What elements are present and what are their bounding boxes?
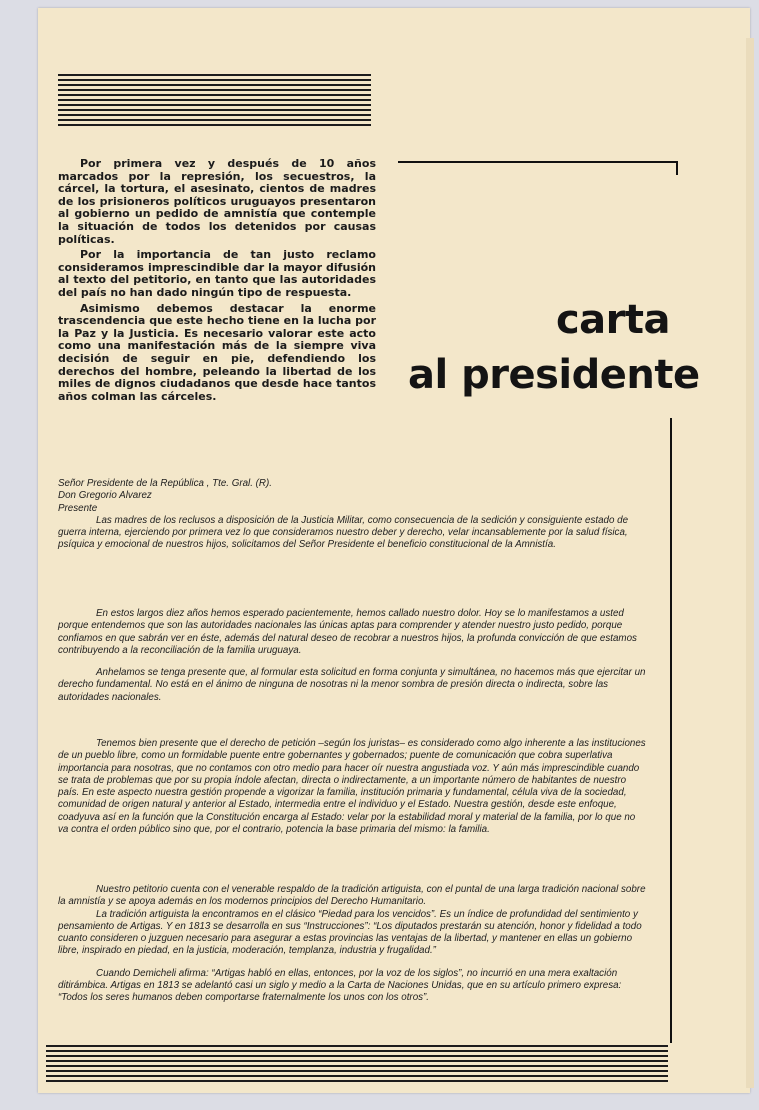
addressee-line: Presente — [58, 502, 98, 514]
letter-paragraph: Las madres de los reclusos a disposición de la Justicia Militar, como consecuencia de la sedición y consiguiente estado de guerra interna, ejerciendo por primera vez lo que consideramos nuestro deber y derecho, velar incansablemente por la salud física, psíquica y emocional de nuestros hijos, solicitamos del Señor Presidente el beneficio constitucional de la Amnistía. — [58, 514, 629, 551]
intro-column — [58, 158, 376, 406]
decorative-stripes-top — [58, 74, 371, 128]
intro-paragraph: Asimismo debemos destacar la enorme trascendencia que este hecho tiene en la lucha por la Paz y la Justicia. Es necesario valorar este acto como una manifestación más de la siempre viva decisión de seguir en pie, defendiendo los derechos del hombre, peleando la libertad de los miles de dignos ciudadanos que desde hace tantos años colman las cárceles. — [58, 301, 376, 403]
addressee-line: Don Gregorio Alvarez — [58, 490, 152, 502]
intro-paragraph: Por primera vez y después de 10 años marcados por la represión, los secuestros, la cárcel, la tortura, el asesinato, cientos de madres de los prisioneros políticos uruguayos presentaron al gobierno un pedido de amnistía que contemple la situación de todos los detenidos por causas políticas. — [58, 157, 376, 246]
letter-section-3 — [58, 738, 646, 836]
letter-paragraph: Nuestro petitorio cuenta con el venerable respaldo de la tradición artiguista, con el puntal de una larga tradición nacional sobre la amnistía y se apoya además en los modernos principios del Derecho Humanitario. — [58, 884, 646, 908]
letter-paragraph: En estos largos diez años hemos esperado pacientemente, hemos callado nuestro dolor. Hoy se lo manifestamos a usted porque entendemos que son las autoridades nacionales las únicas aptas para comprender y atender nuestro justo pedido, porque confiamos en que sabrán ver en éste, además del natural deseo de recobrar a nuestros hijos, la profunda convicción de que estamos contribuyendo a la reconciliación de la familia uruguaya. — [58, 608, 637, 656]
letter-section-2 — [58, 608, 646, 704]
letter-paragraph: La tradición artiguista la encontramos en el clásico “Piedad para los vencidos”. Es un índice de profundidad del sentimiento y pensamiento de Artigas. Y en 1813 se desarrolla en sus “Instrucciones”: “Los diputados prestarán su atención, honor y fidelidad a todo cuanto consideren o juzguen necesario para asegurar a estas provincias las ventajas de la libertad, y mantener en ellas un gobierno libre, inspirado en piedad, en la justicia, moderación, templanza, industria y frugalidad.” — [58, 908, 642, 957]
intro-paragraph: Por la importancia de tan justo reclamo consideramos imprescindible dar la mayor difusión al texto del petitorio, en tanto que las autoridades del país no han dado ningún tipo de respuesta. — [58, 248, 376, 299]
title-line-1: carta — [555, 297, 670, 343]
title-frame-right-rule — [670, 418, 672, 1043]
newspaper-page — [38, 8, 750, 1093]
letter-paragraph: Cuando Demicheli afirma: “Artigas habló en ellas, entonces, por la voz de los siglos”, no incurrió en una mera exaltación ditirámbica. Artigas en 1813 se adelantó casi un siglo y medio a la Carta de Naciones Unidas, que en su artículo primero expresa: “Todos los seres humanos deben comportarse fraternalmente los unos con los otros”. — [58, 967, 622, 1004]
letter-opening — [58, 478, 646, 552]
addressee-line: Señor Presidente de la República , Tte. Gral. (R). — [58, 478, 272, 489]
title-frame-top-rule — [398, 161, 678, 163]
title-frame-corner — [676, 161, 678, 175]
letter-section-4 — [58, 884, 646, 1005]
letter-paragraph: Tenemos bien presente que el derecho de petición –según los juristas– es considerado como algo inherente a las instituciones de un pueblo libre, como un formidable puente entre gobernantes y gobernados; puente de comunicación que cobra superlativa importancia para nosotras, que no contamos con otro medio para hacer oír nuestra angustiada voz. Y aún más imprescindible cuando se trata de problemas que por su propia índole afectan, directa o indirectamente, a un importante número de habitantes de nuestro país. En este aspecto nuestra gestión propende a vigorizar la familia, institución primaria y fundamental, célula viva de la sociedad, comunidad de origen natural y anterior al Estado, intermedia entre el individuo y el Estado. Nuestra gestión, desde este enfoque, coadyuva así en la función que la Constitución encarga al Estado: velar por la estabilidad moral y material de la familia, por lo que no va contra el orden público sino que, por el contrario, potencia la base primaria del mismo: la familia. — [58, 738, 646, 836]
title-line-2: al presidente — [408, 352, 700, 398]
article-title — [408, 293, 700, 403]
letter-paragraph: Anhelamos se tenga presente que, al formular esta solicitud en forma conjunta y simultánea, no hacemos más que ejercitar un derecho fundamental. No está en el ánimo de ninguna de nosotras ni la menor sombra de presión directa o indirecta, sobre las autoridades nacionales. — [58, 667, 646, 703]
decorative-stripes-bottom — [46, 1045, 668, 1082]
paper-fold-edge — [746, 38, 754, 1088]
